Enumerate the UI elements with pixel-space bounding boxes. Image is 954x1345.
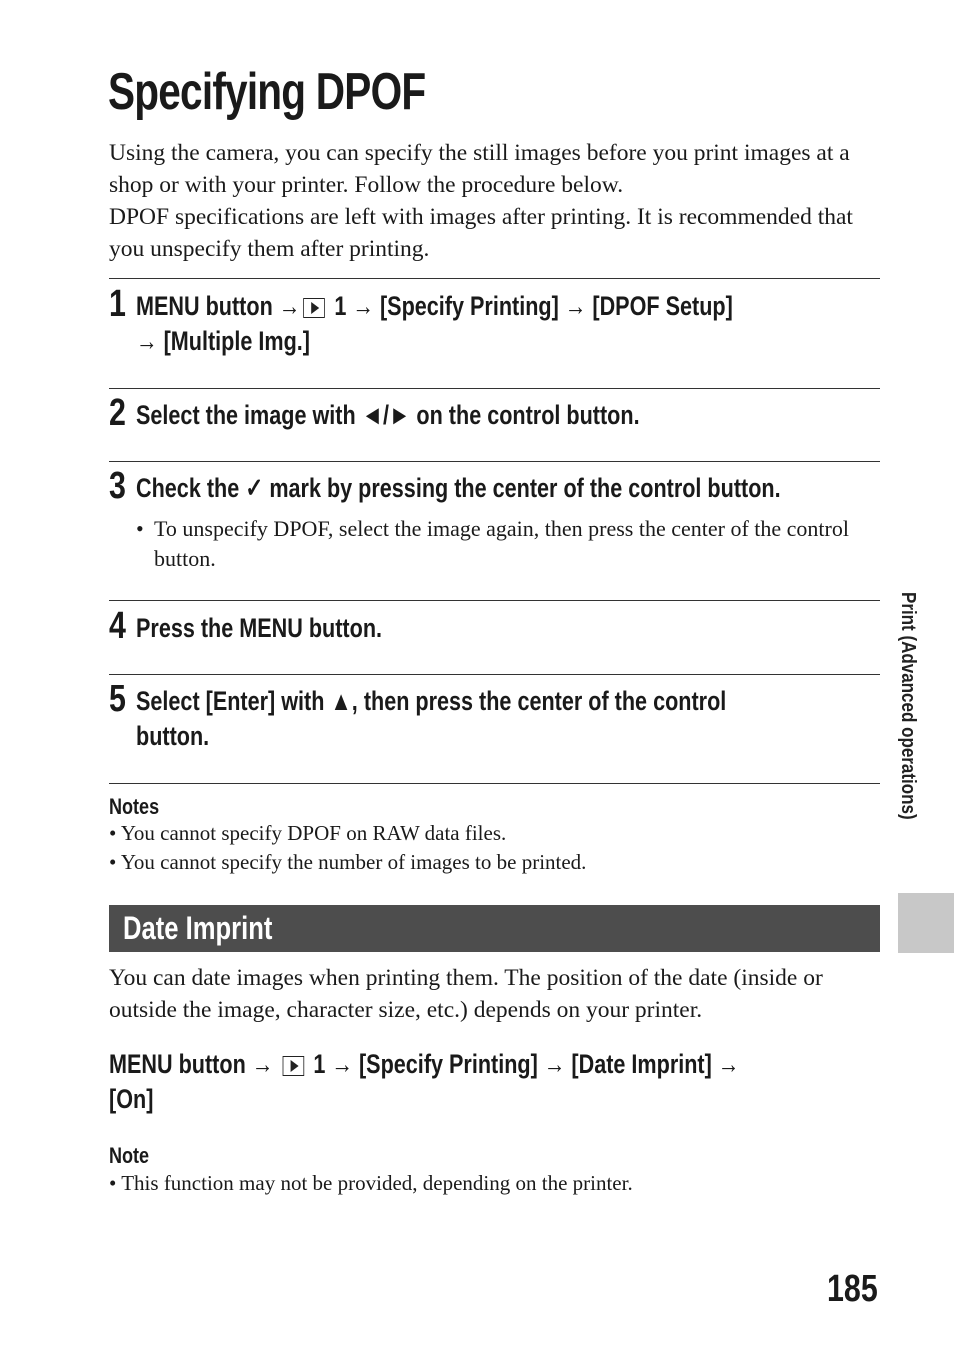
section-header-bar	[109, 905, 880, 952]
bullet-text: To unspecify DPOF, select the image again, then press the center of the control button.	[154, 516, 849, 571]
step-text-part: 1 → [Specify Printing] → [DPOF Setup]	[328, 291, 733, 321]
step-divider	[109, 278, 880, 279]
menu-path-part: [On]	[109, 1084, 154, 1114]
page-number: 185	[827, 1268, 878, 1310]
menu-path-part: MENU button →	[109, 1049, 280, 1079]
step-instruction	[136, 684, 726, 754]
playback-icon	[283, 1056, 305, 1076]
step-3-bullet	[136, 514, 876, 574]
note-item: • You cannot specify the number of images to be printed.	[109, 850, 587, 874]
step-text-part: MENU button	[136, 291, 279, 321]
chapter-marker	[898, 893, 954, 953]
date-imprint-description: You can date images when printing them. The position of the date (inside or outside the image, character size, etc.) depends on your printer.	[109, 965, 823, 1023]
intro-paragraph	[109, 137, 884, 265]
step-text-part: → [Multiple Img.]	[136, 326, 310, 356]
bullet-dot: •	[136, 516, 144, 541]
step-instruction: MENU button → 1 → [Specify Printing] → [DPOF Setup] → [Multiple Img.]	[136, 291, 733, 356]
note-text: You cannot specify the number of images to be printed.	[120, 850, 587, 874]
page-title: Specifying DPOF	[108, 63, 426, 121]
step-divider	[109, 388, 880, 389]
step-instruction: Check the ✓ mark by pressing the center of the control button.	[136, 473, 781, 503]
step-instruction: Select the image with ◄/► on the control button.	[136, 400, 640, 430]
chapter-label: Print (Advanced operations)	[897, 592, 919, 820]
step-divider	[109, 600, 880, 601]
chapter-side-tab	[896, 592, 926, 882]
note-text: This function may not be provided, depending on the printer.	[121, 1171, 633, 1195]
note-heading: Note	[109, 1143, 150, 1168]
note-item: • This function may not be provided, depending on the printer.	[109, 1171, 633, 1195]
note-text: You cannot specify DPOF on RAW data files.	[120, 821, 507, 845]
intro-line-1: Using the camera, you can specify the still images before you print images at a shop or with your printer. Follow the procedure below.	[109, 140, 850, 198]
step-text-part: button.	[136, 721, 210, 751]
step-number: 4	[109, 605, 126, 647]
date-imprint-menu-path	[109, 1047, 739, 1117]
step-number: 5	[109, 678, 126, 720]
playback-icon	[304, 298, 326, 318]
step-divider	[109, 674, 880, 675]
step-number: 3	[109, 465, 126, 507]
step-divider	[109, 783, 880, 784]
notes-heading: Notes	[109, 794, 160, 819]
note-item: • You cannot specify DPOF on RAW data files.	[109, 821, 507, 845]
intro-line-2: DPOF specifications are left with images after printing. It is recommended that you unspecify them after printing.	[109, 204, 853, 262]
step-number: 1	[109, 283, 126, 325]
step-instruction: Press the MENU button.	[136, 613, 383, 643]
menu-path-part: 1 → [Specify Printing] → [Date Imprint] →	[307, 1049, 740, 1079]
step-number: 2	[109, 392, 126, 434]
step-text-part: Select [Enter] with ▲, then press the center of the control	[136, 686, 727, 716]
step-divider	[109, 461, 880, 462]
section-title: Date Imprint	[123, 910, 273, 946]
